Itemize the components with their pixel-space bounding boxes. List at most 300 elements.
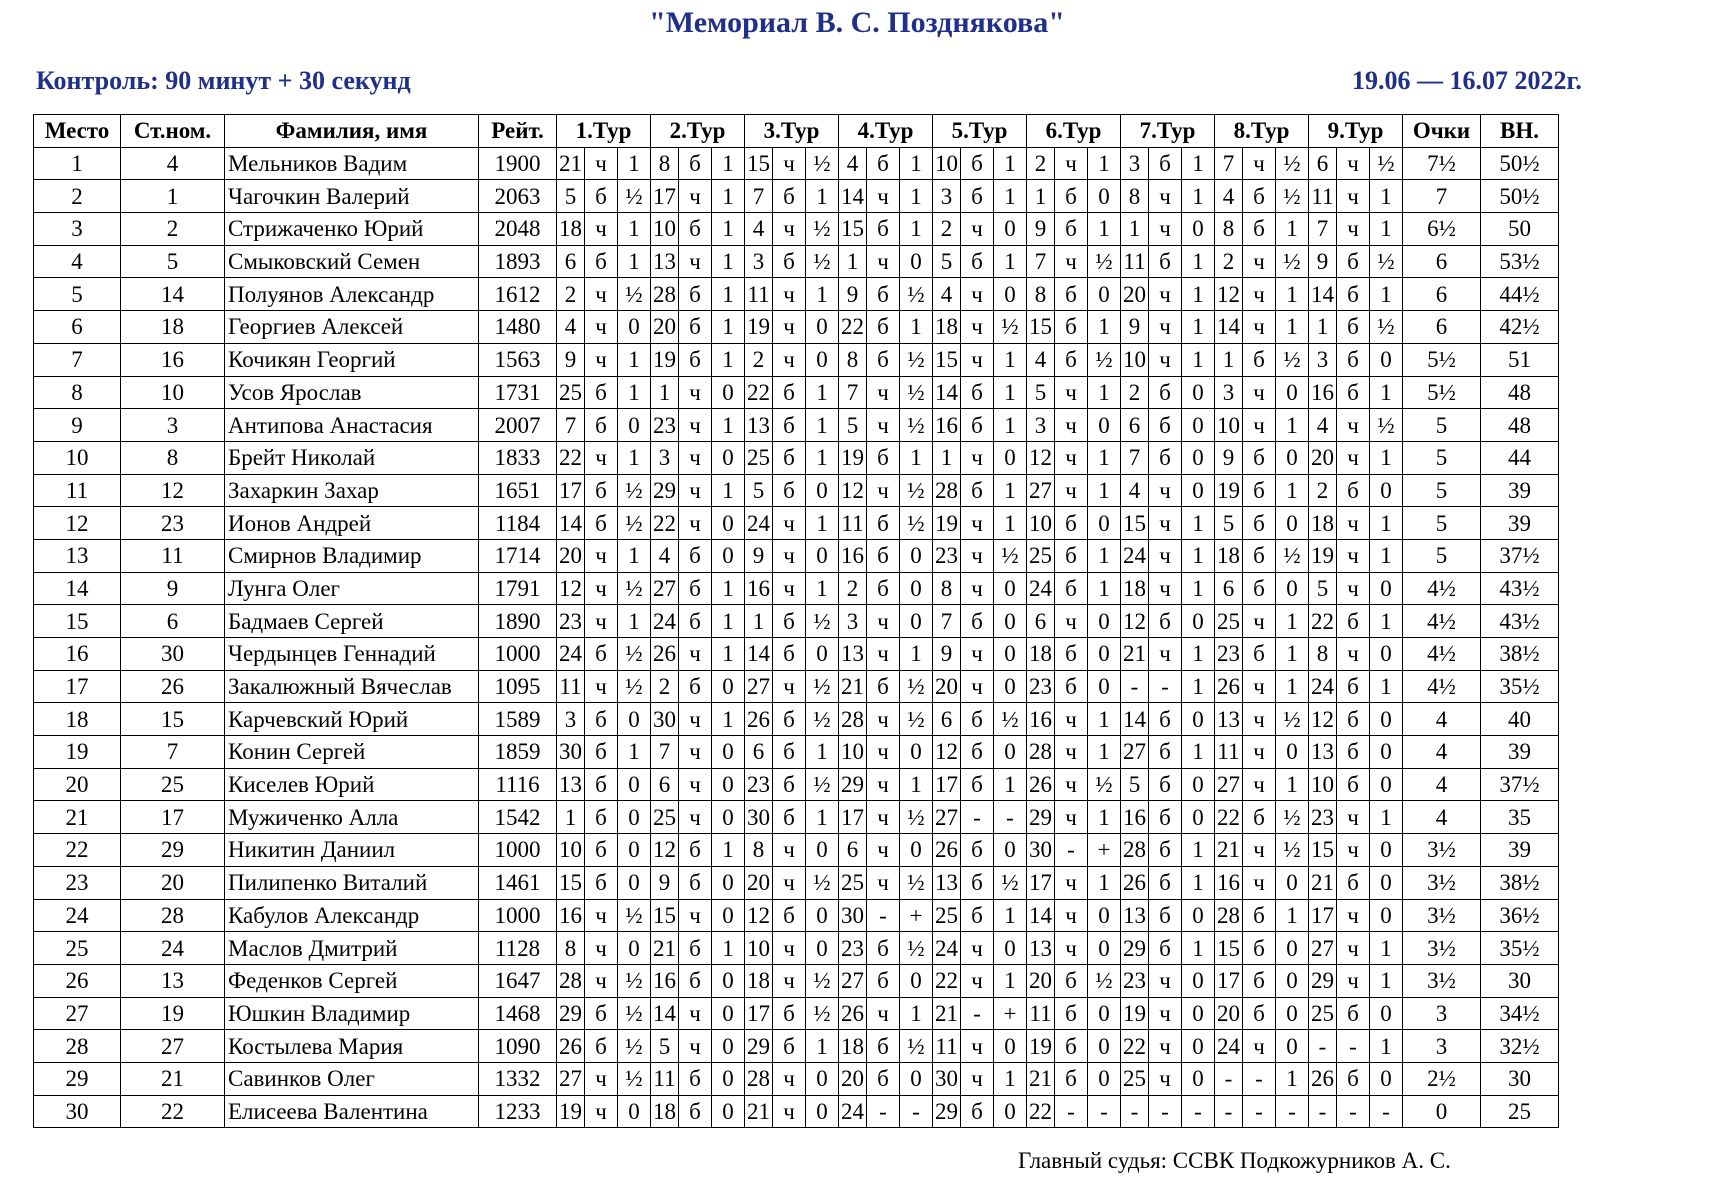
place-cell: 23 <box>34 866 121 899</box>
color-cell: ч <box>1337 539 1370 572</box>
color-cell: б <box>1243 801 1276 834</box>
crosstable <box>33 114 1559 1128</box>
result-cell: 1 <box>1182 245 1215 278</box>
result-cell: 1 <box>806 736 839 769</box>
result-cell: 0 <box>1370 866 1403 899</box>
opponent-cell: 19 <box>839 441 867 474</box>
color-cell: ч <box>1055 932 1088 965</box>
opponent-cell: 7 <box>651 736 679 769</box>
opponent-cell: 2 <box>1121 376 1149 409</box>
opponent-cell: 3 <box>557 703 585 736</box>
opponent-cell: 21 <box>557 147 585 180</box>
opponent-cell: 29 <box>557 997 585 1030</box>
result-cell: 1 <box>1182 670 1215 703</box>
color-cell: б <box>1055 278 1088 311</box>
result-cell: 0 <box>618 409 651 442</box>
color-cell: б <box>679 670 712 703</box>
opponent-cell: 25 <box>745 441 773 474</box>
points-cell: 6 <box>1403 311 1481 344</box>
opponent-cell: 26 <box>1121 866 1149 899</box>
points-cell: 4 <box>1403 703 1481 736</box>
tiebreak-cell: 50½ <box>1481 180 1559 213</box>
result-cell: 1 <box>712 932 745 965</box>
result-cell: ½ <box>1276 703 1309 736</box>
result-cell: 1 <box>806 441 839 474</box>
result-cell: 1 <box>1370 213 1403 246</box>
opponent-cell: 5 <box>933 245 961 278</box>
start-number-cell: 14 <box>121 278 225 311</box>
color-cell: - <box>1337 1030 1370 1063</box>
result-cell: 0 <box>806 1062 839 1095</box>
result-cell: 1 <box>806 801 839 834</box>
result-cell: 1 <box>900 997 933 1030</box>
color-cell: ч <box>1055 801 1088 834</box>
result-cell: ½ <box>900 409 933 442</box>
color-cell: ч <box>1055 605 1088 638</box>
color-cell: ч <box>867 801 900 834</box>
opponent-cell: 3 <box>1215 376 1243 409</box>
opponent-cell: 1 <box>651 376 679 409</box>
result-cell: ½ <box>618 964 651 997</box>
opponent-cell: 14 <box>1215 311 1243 344</box>
color-cell: ч <box>1337 409 1370 442</box>
color-cell: ч <box>1243 245 1276 278</box>
place-cell: 27 <box>34 997 121 1030</box>
result-cell: 0 <box>1276 507 1309 540</box>
opponent-cell: 28 <box>1215 899 1243 932</box>
opponent-cell: 29 <box>839 768 867 801</box>
result-cell: ½ <box>806 147 839 180</box>
color-cell: ч <box>1149 343 1182 376</box>
result-cell: 0 <box>900 605 933 638</box>
opponent-cell: 29 <box>1121 932 1149 965</box>
opponent-cell: 16 <box>839 539 867 572</box>
opponent-cell: 11 <box>651 1062 679 1095</box>
color-cell: ч <box>1337 441 1370 474</box>
table-row <box>34 376 1559 409</box>
opponent-cell: 6 <box>839 834 867 867</box>
opponent-cell: 9 <box>933 638 961 671</box>
color-cell: - <box>867 899 900 932</box>
color-cell: ч <box>773 278 806 311</box>
opponent-cell: 10 <box>933 147 961 180</box>
result-cell: ½ <box>900 932 933 965</box>
color-cell: б <box>961 605 994 638</box>
color-cell: ч <box>1243 311 1276 344</box>
color-cell: ч <box>773 964 806 997</box>
result-cell: - <box>1182 1095 1215 1128</box>
place-cell: 6 <box>34 311 121 344</box>
color-cell: ч <box>1149 1030 1182 1063</box>
color-cell: б <box>867 507 900 540</box>
opponent-cell: 14 <box>651 997 679 1030</box>
color-cell: ч <box>1243 866 1276 899</box>
header-name: Фамилия, имя <box>225 115 479 148</box>
result-cell: 1 <box>806 180 839 213</box>
place-cell: 5 <box>34 278 121 311</box>
opponent-cell: 16 <box>651 964 679 997</box>
result-cell: 1 <box>994 1062 1027 1095</box>
opponent-cell: 1 <box>745 605 773 638</box>
rating-cell: 1332 <box>479 1062 557 1095</box>
result-cell: 0 <box>900 736 933 769</box>
color-cell: б <box>585 474 618 507</box>
result-cell: 1 <box>1182 311 1215 344</box>
opponent-cell: 14 <box>839 180 867 213</box>
rating-cell: 1000 <box>479 638 557 671</box>
color-cell: б <box>1243 213 1276 246</box>
opponent-cell: - <box>1215 1062 1243 1095</box>
opponent-cell: 2 <box>933 213 961 246</box>
opponent-cell: 12 <box>1309 703 1337 736</box>
opponent-cell: 10 <box>557 834 585 867</box>
tiebreak-cell: 37½ <box>1481 768 1559 801</box>
tiebreak-cell: 39 <box>1481 736 1559 769</box>
result-cell: 0 <box>1370 343 1403 376</box>
color-cell: ч <box>585 213 618 246</box>
color-cell: б <box>679 311 712 344</box>
color-cell: ч <box>1055 147 1088 180</box>
color-cell: б <box>679 572 712 605</box>
result-cell: 1 <box>994 964 1027 997</box>
opponent-cell: 21 <box>745 1095 773 1128</box>
result-cell: 0 <box>994 1095 1027 1128</box>
tiebreak-cell: 48 <box>1481 376 1559 409</box>
color-cell: б <box>1055 1030 1088 1063</box>
color-cell: б <box>585 638 618 671</box>
rating-cell: 1090 <box>479 1030 557 1063</box>
opponent-cell: 19 <box>557 1095 585 1128</box>
result-cell: 0 <box>1370 474 1403 507</box>
opponent-cell: 21 <box>1215 834 1243 867</box>
opponent-cell: 21 <box>933 997 961 1030</box>
result-cell: ½ <box>806 703 839 736</box>
opponent-cell: 4 <box>1215 180 1243 213</box>
points-cell: 4 <box>1403 768 1481 801</box>
rating-cell: 1893 <box>479 245 557 278</box>
result-cell: 0 <box>1276 866 1309 899</box>
points-cell: 4½ <box>1403 638 1481 671</box>
color-cell: ч <box>1243 409 1276 442</box>
opponent-cell: 6 <box>1121 409 1149 442</box>
rating-cell: 1000 <box>479 899 557 932</box>
opponent-cell: 28 <box>1121 834 1149 867</box>
result-cell: 1 <box>994 147 1027 180</box>
result-cell: 1 <box>1370 801 1403 834</box>
tiebreak-cell: 38½ <box>1481 638 1559 671</box>
result-cell: 1 <box>1370 539 1403 572</box>
color-cell: б <box>679 343 712 376</box>
rating-cell: 1900 <box>479 147 557 180</box>
header-round: 6.Тур <box>1027 115 1121 148</box>
result-cell: 1 <box>1088 801 1121 834</box>
opponent-cell: 15 <box>1121 507 1149 540</box>
color-cell: ч <box>961 670 994 703</box>
result-cell: ½ <box>1088 768 1121 801</box>
opponent-cell: 27 <box>745 670 773 703</box>
opponent-cell: 14 <box>1121 703 1149 736</box>
place-cell: 18 <box>34 703 121 736</box>
opponent-cell: 27 <box>651 572 679 605</box>
color-cell: б <box>1149 147 1182 180</box>
result-cell: 1 <box>1370 964 1403 997</box>
opponent-cell: 9 <box>1215 441 1243 474</box>
result-cell: ½ <box>806 866 839 899</box>
opponent-cell: 26 <box>557 1030 585 1063</box>
color-cell: б <box>961 147 994 180</box>
color-cell: б <box>867 213 900 246</box>
color-cell: ч <box>867 703 900 736</box>
opponent-cell: 27 <box>1121 736 1149 769</box>
result-cell: 1 <box>618 539 651 572</box>
header-round: 8.Тур <box>1215 115 1309 148</box>
color-cell: б <box>585 736 618 769</box>
opponent-cell: 27 <box>1309 932 1337 965</box>
result-cell: 0 <box>1276 964 1309 997</box>
result-cell: ½ <box>994 866 1027 899</box>
result-cell: - <box>1088 1095 1121 1128</box>
start-number-cell: 30 <box>121 638 225 671</box>
rating-cell: 1468 <box>479 997 557 1030</box>
result-cell: ½ <box>900 1030 933 1063</box>
result-cell: 1 <box>900 213 933 246</box>
points-cell: 3½ <box>1403 932 1481 965</box>
rating-cell: 1612 <box>479 278 557 311</box>
result-cell: 1 <box>1182 507 1215 540</box>
start-number-cell: 23 <box>121 507 225 540</box>
result-cell: 1 <box>900 441 933 474</box>
result-cell: ½ <box>806 768 839 801</box>
rating-cell: 1184 <box>479 507 557 540</box>
color-cell: ч <box>1055 736 1088 769</box>
result-cell: 1 <box>1276 768 1309 801</box>
result-cell: 1 <box>618 441 651 474</box>
table-row <box>34 638 1559 671</box>
color-cell: ч <box>867 866 900 899</box>
tiebreak-cell: 43½ <box>1481 572 1559 605</box>
tiebreak-cell: 38½ <box>1481 866 1559 899</box>
result-cell: 0 <box>712 964 745 997</box>
points-cell: 7 <box>1403 180 1481 213</box>
place-cell: 22 <box>34 834 121 867</box>
color-cell: ч <box>773 866 806 899</box>
result-cell: ½ <box>900 670 933 703</box>
opponent-cell: 6 <box>1309 147 1337 180</box>
result-cell: 0 <box>994 736 1027 769</box>
opponent-cell: 1 <box>557 801 585 834</box>
result-cell: 0 <box>1182 768 1215 801</box>
player-name-cell: Бадмаев Сергей <box>225 605 479 638</box>
opponent-cell: 14 <box>1027 899 1055 932</box>
table-row <box>34 801 1559 834</box>
opponent-cell: 15 <box>651 899 679 932</box>
result-cell: 0 <box>1182 474 1215 507</box>
color-cell: б <box>867 964 900 997</box>
player-name-cell: Смирнов Владимир <box>225 539 479 572</box>
opponent-cell: 5 <box>1309 572 1337 605</box>
color-cell: б <box>773 180 806 213</box>
opponent-cell: 20 <box>557 539 585 572</box>
rating-cell: 2063 <box>479 180 557 213</box>
result-cell: 1 <box>712 474 745 507</box>
color-cell: б <box>1149 801 1182 834</box>
opponent-cell: 23 <box>933 539 961 572</box>
opponent-cell: 6 <box>745 736 773 769</box>
opponent-cell: 3 <box>745 245 773 278</box>
result-cell: 1 <box>618 736 651 769</box>
opponent-cell: 11 <box>557 670 585 703</box>
opponent-cell: 30 <box>745 801 773 834</box>
opponent-cell: 2 <box>1215 245 1243 278</box>
start-number-cell: 4 <box>121 147 225 180</box>
opponent-cell: 12 <box>933 736 961 769</box>
result-cell: 0 <box>618 801 651 834</box>
opponent-cell: 13 <box>933 866 961 899</box>
tiebreak-cell: 50½ <box>1481 147 1559 180</box>
place-cell: 21 <box>34 801 121 834</box>
opponent-cell: 15 <box>745 147 773 180</box>
color-cell: ч <box>1337 147 1370 180</box>
opponent-cell: 15 <box>557 866 585 899</box>
result-cell: 0 <box>806 474 839 507</box>
color-cell: ч <box>585 932 618 965</box>
opponent-cell: 2 <box>839 572 867 605</box>
color-cell: ч <box>961 343 994 376</box>
color-cell: ч <box>679 507 712 540</box>
rating-cell: 1233 <box>479 1095 557 1128</box>
color-cell: ч <box>1243 703 1276 736</box>
result-cell: 1 <box>1182 638 1215 671</box>
result-cell: ½ <box>994 539 1027 572</box>
opponent-cell: 6 <box>1215 572 1243 605</box>
result-cell: 0 <box>900 572 933 605</box>
result-cell: 1 <box>1182 866 1215 899</box>
opponent-cell: 12 <box>651 834 679 867</box>
result-cell: 1 <box>618 376 651 409</box>
result-cell: ½ <box>1088 245 1121 278</box>
result-cell: 0 <box>1088 507 1121 540</box>
color-cell: ч <box>1055 376 1088 409</box>
start-number-cell: 13 <box>121 964 225 997</box>
opponent-cell: 18 <box>1121 572 1149 605</box>
color-cell: б <box>773 703 806 736</box>
color-cell: ч <box>585 539 618 572</box>
result-cell: 1 <box>900 147 933 180</box>
color-cell: б <box>1337 1062 1370 1095</box>
points-cell: 5½ <box>1403 343 1481 376</box>
color-cell: б <box>773 736 806 769</box>
color-cell: ч <box>1337 638 1370 671</box>
result-cell: 1 <box>1088 539 1121 572</box>
opponent-cell: 16 <box>1215 866 1243 899</box>
opponent-cell: 7 <box>1121 441 1149 474</box>
result-cell: 0 <box>806 1095 839 1128</box>
color-cell: ч <box>679 376 712 409</box>
color-cell: б <box>773 605 806 638</box>
opponent-cell: 16 <box>1121 801 1149 834</box>
tiebreak-cell: 35½ <box>1481 932 1559 965</box>
color-cell: б <box>773 768 806 801</box>
result-cell: ½ <box>994 311 1027 344</box>
result-cell: 0 <box>1276 736 1309 769</box>
opponent-cell: 16 <box>557 899 585 932</box>
table-row <box>34 245 1559 278</box>
points-cell: 5½ <box>1403 376 1481 409</box>
result-cell: ½ <box>1370 409 1403 442</box>
player-name-cell: Феденков Сергей <box>225 964 479 997</box>
opponent-cell: 24 <box>933 932 961 965</box>
opponent-cell: 27 <box>1027 474 1055 507</box>
result-cell: 1 <box>806 572 839 605</box>
place-cell: 11 <box>34 474 121 507</box>
color-cell: ч <box>773 670 806 703</box>
player-name-cell: Полуянов Александр <box>225 278 479 311</box>
result-cell: 1 <box>1182 834 1215 867</box>
header-round: 5.Тур <box>933 115 1027 148</box>
opponent-cell: 21 <box>839 670 867 703</box>
color-cell: б <box>1149 736 1182 769</box>
opponent-cell: 23 <box>1215 638 1243 671</box>
result-cell: - <box>900 1095 933 1128</box>
result-cell: + <box>994 997 1027 1030</box>
opponent-cell: 26 <box>1309 1062 1337 1095</box>
opponent-cell: 13 <box>1309 736 1337 769</box>
opponent-cell: 15 <box>1309 834 1337 867</box>
color-cell: ч <box>1337 964 1370 997</box>
color-cell: б <box>1055 964 1088 997</box>
tiebreak-cell: 42½ <box>1481 311 1559 344</box>
color-cell: ч <box>1243 1030 1276 1063</box>
opponent-cell: 10 <box>1121 343 1149 376</box>
color-cell: ч <box>679 1030 712 1063</box>
color-cell: б <box>1243 474 1276 507</box>
opponent-cell: 23 <box>839 932 867 965</box>
opponent-cell: 8 <box>1215 213 1243 246</box>
tiebreak-cell: 25 <box>1481 1095 1559 1128</box>
color-cell: б <box>773 1030 806 1063</box>
rating-cell: 1542 <box>479 801 557 834</box>
color-cell: ч <box>961 311 994 344</box>
opponent-cell: 18 <box>1027 638 1055 671</box>
opponent-cell: 1 <box>839 245 867 278</box>
start-number-cell: 25 <box>121 768 225 801</box>
result-cell: 0 <box>994 932 1027 965</box>
color-cell: - <box>1149 670 1182 703</box>
opponent-cell: 16 <box>745 572 773 605</box>
place-cell: 26 <box>34 964 121 997</box>
color-cell: ч <box>867 638 900 671</box>
result-cell: ½ <box>618 278 651 311</box>
color-cell: ч <box>773 539 806 572</box>
result-cell: ½ <box>1088 343 1121 376</box>
result-cell: ½ <box>900 474 933 507</box>
header-row <box>34 115 1559 148</box>
result-cell: 0 <box>1088 180 1121 213</box>
result-cell: 0 <box>1370 1062 1403 1095</box>
color-cell: б <box>961 409 994 442</box>
rating-cell: 1000 <box>479 834 557 867</box>
result-cell: 1 <box>1182 539 1215 572</box>
result-cell: ½ <box>994 703 1027 736</box>
result-cell: 1 <box>994 474 1027 507</box>
result-cell: 0 <box>712 376 745 409</box>
points-cell: 3 <box>1403 1030 1481 1063</box>
result-cell: 0 <box>712 899 745 932</box>
result-cell: ½ <box>1088 964 1121 997</box>
place-cell: 16 <box>34 638 121 671</box>
opponent-cell: 23 <box>557 605 585 638</box>
table-row <box>34 311 1559 344</box>
